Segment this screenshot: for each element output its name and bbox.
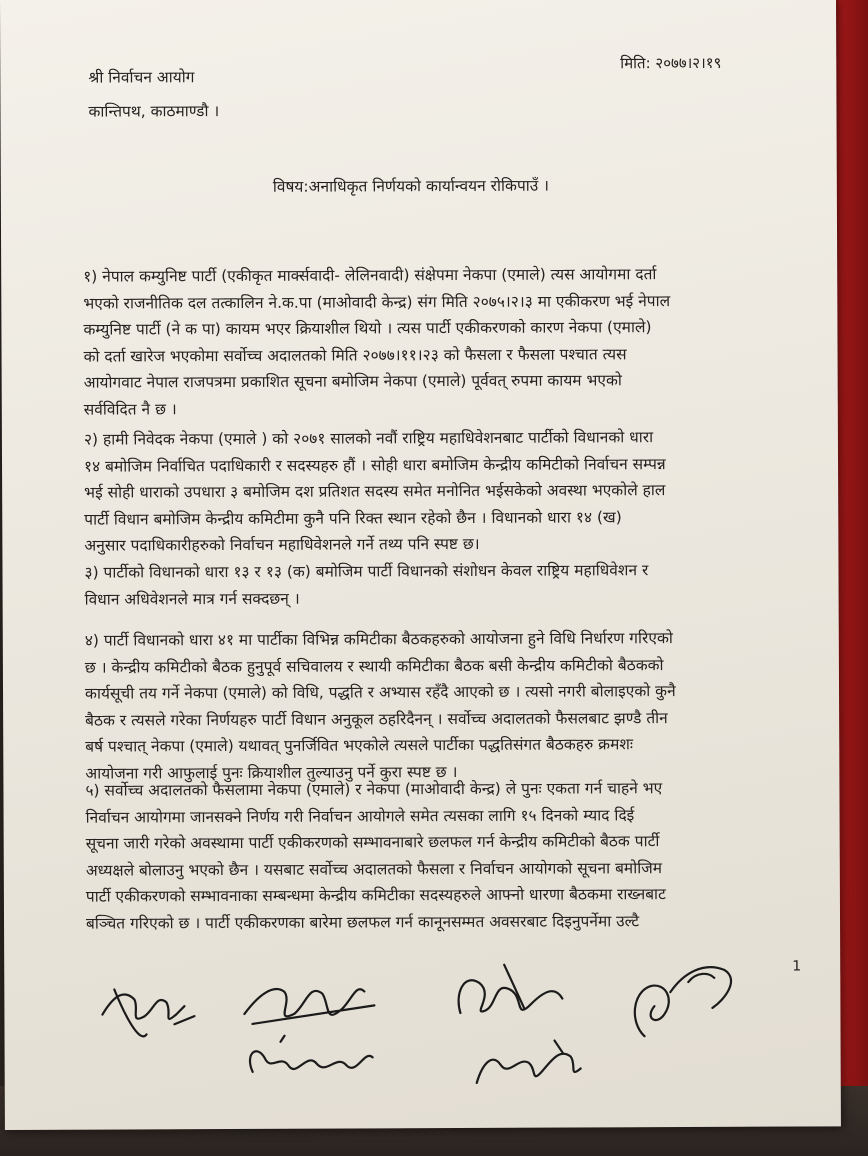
paragraph-line: सूचना जारी गरेको अवस्थामा पार्टी एकीकरणको सम्भावनाबारे छलफल गर्न केन्द्रीय कमिटीको बैठक पार्टी (85, 832, 660, 853)
paragraph-line: छ । केन्द्रीय कमिटीको बैठक हुनुपूर्व सचिवालय र स्थायी कमिटीका बैठक बसी केन्द्रीय कमिटीको बैठकको (84, 655, 664, 677)
paragraph-line: कम्युनिष्ट पार्टी (ने क पा) कायम भएर क्रियाशील थियो । त्यस पार्टी एकीकरणको कारण नेकपा (एमाले) (83, 318, 652, 339)
paragraph-line: बर्ष पश्चात् नेकपा (एमाले) यथावत् पुनर्जिवित भएकोले त्यसले पार्टीका पद्धतिसंगत बैठकहरु क्रमशः (85, 735, 634, 756)
paragraph-4 (85, 625, 676, 787)
signature-6 (635, 967, 732, 1036)
paragraph-line: ३) पार्टीको विधानको धारा १३ र १३ (क) बमोजिम पार्टी विधानको संशोधन केवल राष्ट्रिय महाधिवेशन र (84, 561, 649, 582)
paragraph-line: बञ्चित गरिएको छ । पार्टी एकीकरणका बारेमा छलफल गर्न कानूनसम्मत अवसरबाट दिइनुपर्नेमा उल्टै (85, 911, 640, 933)
paragraph-line: भई सोही धाराको उपधारा ३ बमोजिम दश प्रतिशत सदस्य समेत मनोनित भईसकेको अवस्था भएकोले हाल (84, 481, 666, 502)
paragraph-3 (84, 557, 648, 612)
signature-3 (250, 1035, 373, 1072)
paragraph-5 (85, 775, 666, 937)
paragraph-line: १) नेपाल कम्युनिष्ट पार्टी (एकीकृत मार्क्सवादी- लेलिनवादी) संक्षेपमा नेकपा (एमाले) त्यस आयोगमा दर्ता (83, 265, 657, 286)
paragraph-line: १४ बमोजिम निर्वाचित पदाधिकारी र सदस्यहरु हौं । सोही धारा बमोजिम केन्द्रीय कमिटीको निर्वाचन सम्पन्न (83, 454, 666, 476)
paragraph-line: २) हामी निवेदक नेकपा (एमाले ) को २०७१ सालको नवौं राष्ट्रिय महाधिवेशनबाट पार्टीको विधानको धारा (83, 428, 654, 449)
letter-subject: विषय:अनाधिकृत निर्णयको कार्यान्वयन रोकिपाउँ । (272, 176, 550, 196)
signature-5 (477, 1040, 581, 1082)
paragraph-line: ४) पार्टी विधानको धारा ४१ मा पार्टीका विभिन्न कमिटीका बैठकहरुको आयोजना हुने विधि निर्धारण गरिएको (84, 629, 673, 650)
page-number: 1 (792, 958, 802, 975)
recipient-address: कान्तिपथ, काठमाण्डौ । (88, 102, 220, 121)
paragraph-2 (84, 424, 666, 559)
paragraph-1 (83, 261, 670, 423)
paragraph-line: ५) सर्वोच्च अदालतको फैसलामा नेकपा (एमाले) र नेकपा (माओवादी केन्द्र) ले पुनः एकता गर्न चाहने भए (85, 779, 663, 800)
paragraph-line: अध्यक्षले बोलाउनु भएको छैन । यसबाट सर्वोच्च अदालतको फैसला र निर्वाचन आयोगको सूचना बमोजिम (85, 858, 663, 880)
signatures-block (84, 952, 785, 1105)
signature-2 (244, 989, 374, 1024)
paragraph-line: अनुसार पदाधिकारीहरुको निर्वाचन महाधिवेशनले गर्ने तथ्य पनि स्पष्ट छ। (84, 534, 480, 555)
paragraph-line: को दर्ता खारेज भएकोमा सर्वोच्च अदालतको मिति २०७७।११।२३ को फैसला र फैसला पश्चात त्यस (83, 344, 627, 366)
paragraph-line: बैठक र त्यसले गरेका निर्णयहरु पार्टी विधान अनुकूल ठहरिदैनन् । सर्वोच्च अदालतको फैसलबाट झण्डै तीन (85, 708, 668, 730)
recipient-name: श्री निर्वाचन आयोग (88, 68, 195, 87)
paragraph-line: भएको राजनीतिक दल तत्कालिन ने.क.पा (माओवादी केन्द्र) संग मिति २०७५।२।३ मा एकीकरण भई नेपाल (83, 291, 671, 313)
signature-1 (102, 989, 194, 1036)
paragraph-line: सर्वविदित नै छ । (83, 399, 177, 419)
signature-4 (458, 965, 562, 1013)
paragraph-line: कार्यसूची तय गर्ने नेकपा (एमाले) को विधि, पद्धति र अभ्यास रहँदै आएको छ । त्यसो नगरी बोलाइएको कुनै (84, 682, 676, 703)
paragraph-line: विधान अधिवेशनले मात्र गर्न सक्दछन् । (84, 589, 300, 609)
paragraph-line: आयोजना गरी आफुलाई पुनः क्रियाशील तुल्याउनु पर्ने कुरा स्पष्ट छ । (85, 762, 458, 783)
paragraph-line: पार्टी एकीकरणको सम्भावनाका सम्बन्धमा केन्द्रीय कमिटीका सदस्यहरुले आफ्नो धारणा बैठकमा राख्नबाट (85, 885, 666, 906)
paragraph-line: पार्टी विधान बमोजिम केन्द्रीय कमिटीमा कुनै पनि रिक्त स्थान रहेको छैन । विधानको धारा १४ (ख) (84, 507, 622, 529)
paragraph-line: आयोगवाट नेपाल राजपत्रमा प्रकाशित सूचना बमोजिम नेकपा (एमाले) पूर्ववत् रुपमा कायम भएको (83, 371, 622, 392)
paragraph-line: निर्वाचन आयोगमा जानसक्ने निर्णय गरी निर्वाचन आयोगले समेत त्यसका लागि १५ दिनको म्याद दिई (85, 805, 635, 827)
letter-date: मिति: २०७७।२।१९ (620, 53, 722, 73)
